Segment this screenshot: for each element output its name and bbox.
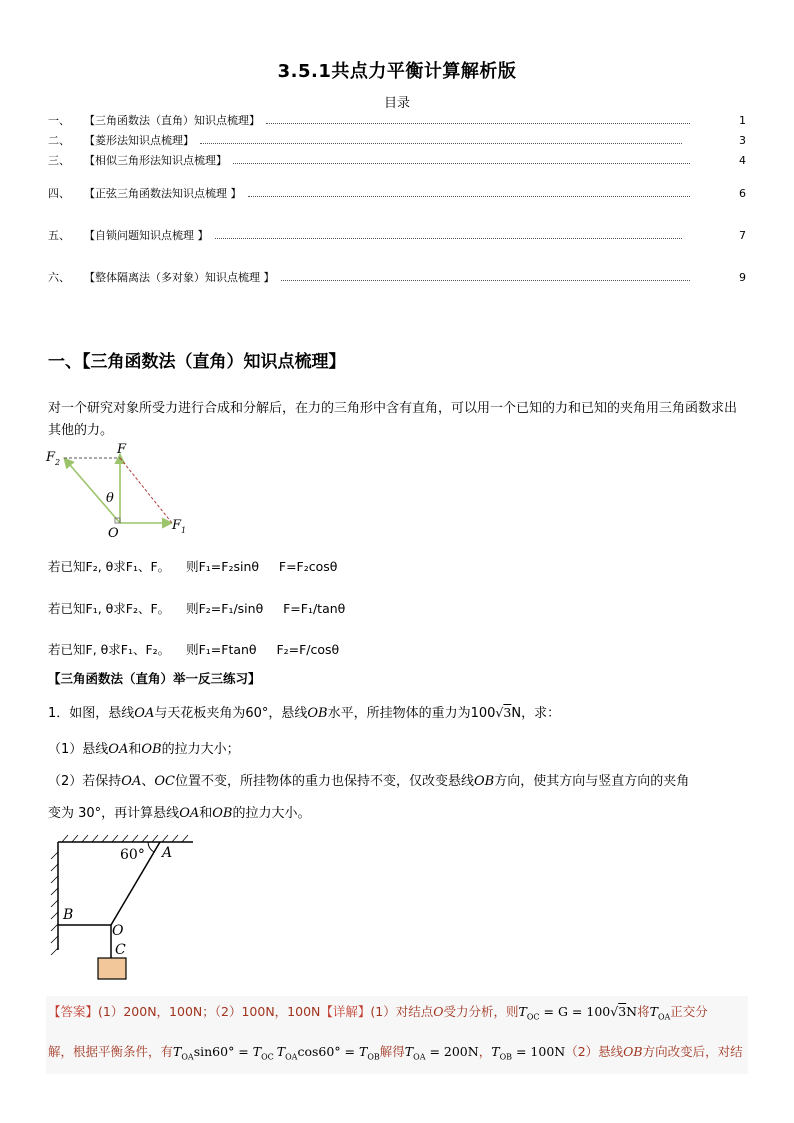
section-heading: 一、【三角函数法（直角）知识点梳理】 [48,352,346,372]
toc-dots [266,122,690,124]
label-b: B [63,907,74,923]
question-line: 1．如图，悬线OA与天花板夹角为60°，悬线OB水平，所挂物体的重力为100√3N，求： [48,705,561,721]
formula-line: 若已知F₂, θ求F₁、F。 则F₁=F₂sinθ F=F₂cosθ [48,559,338,574]
toc-number: 六、 [48,271,70,284]
answer-value: (1）200N，100N；（2）100N，100N [98,1004,321,1019]
dashed-line [120,458,172,523]
label-f: F [117,442,127,457]
sqrt-symbol: √3 [495,705,512,720]
toc-entry[interactable] [48,112,696,128]
toc-entry[interactable] [48,227,688,243]
toc-entry[interactable] [48,269,696,285]
wall-hatch [51,852,58,955]
question-line: （1）悬线OA和OB的拉力大小； [48,742,240,757]
document-title: 3.5.1共点力平衡计算解析版 [277,61,517,82]
toc-entry[interactable] [48,152,696,168]
toc-dots [281,279,691,281]
toc-page-number: 6 [739,187,746,200]
ceiling-hatch [62,835,188,842]
label-f2: $F_2$ [46,450,61,467]
toc-label: 【整体隔离法（多对象）知识点梳理 】 [84,271,275,284]
label-o: O [108,526,119,540]
answer-line: 解，根据平衡条件，有$T_{OA}\sin 60^\circ = T_{OC}$ $T_{OA}\cos 60^\circ = T_{OB}$解得$T_{OA} = 200N$，$T_{OB} = 100N(2)$悬线OB方向改变后，对结 [48,1044,743,1062]
toc-number: 五、 [48,229,70,242]
label-theta: θ [106,491,114,506]
toc-heading: 目录 [383,96,410,111]
toc-dots [233,162,690,164]
suspension-diagram [48,832,208,982]
toc-number: 二、 [48,134,70,147]
toc-label: 【菱形法知识点梳理】 [84,134,194,147]
formula-line: 若已知F, θ求F₁、F₂。 则F₁=Ftanθ F₂=F/cosθ [48,642,340,657]
question-line: （2）若保持OA、OC位置不变，所挂物体的重力也保持不变，仅改变悬线OB方向，使其方向与竖直方向的夹角 [48,774,690,789]
label-a: A [162,845,173,861]
toc-number: 三、 [48,154,70,167]
toc-label: 【相似三角形法知识点梳理】 [84,154,227,167]
section-intro: 对一个研究对象所受力进行合成和分解后，在力的三角形中含有直角，可以用一个已知的力和已知的夹角用三角函数求出其他的力。 [48,401,738,438]
toc-dots [200,142,682,144]
force-diagram [44,440,204,540]
toc-dots [215,237,683,239]
toc-label: 【正弦三角函数法知识点梳理 】 [84,187,242,200]
toc-entry[interactable] [48,132,688,148]
toc-page-number: 7 [739,229,746,242]
toc-number: 一、 [48,114,70,127]
toc-page-number: 4 [739,154,746,167]
toc-dots [248,195,691,197]
toc-number: 四、 [48,187,70,200]
toc-label: 【三角函数法（直角）知识点梳理】 [84,114,260,127]
toc-page-number: 3 [739,134,746,147]
toc-page-number: 1 [739,114,746,127]
hanging-block [98,958,126,979]
answer-tag: 【答案】 [48,1004,99,1019]
question-line: 变为 30°，再计算悬线OA和OB的拉力大小。 [48,806,311,821]
angle-arc [148,842,154,852]
detail-tag: 【详解】 [320,1004,371,1019]
toc-label: 【自锁问题知识点梳理 】 [84,229,209,242]
formula-line: 若已知F₁, θ求F₂、F。 则F₂=F₁/sinθ F=F₁/tanθ [48,601,346,616]
label-o: O [112,923,124,939]
angle-label: 60° [120,847,145,863]
label-f1: $F_1$ [172,518,187,535]
toc-page-number: 9 [739,271,746,284]
label-c: C [115,942,126,958]
answer-block [46,996,748,1074]
answer-line: 【答案】(1）200N，100N；（2）100N，100N【详解】(1）对结点O受力分析，则$T_{OC} = G = 100√3N$将$T_{OA}$正交分 [48,1004,708,1022]
practice-heading: 【三角函数法（直角）举一反三练习】 [48,671,261,686]
toc-entry[interactable] [48,185,696,201]
